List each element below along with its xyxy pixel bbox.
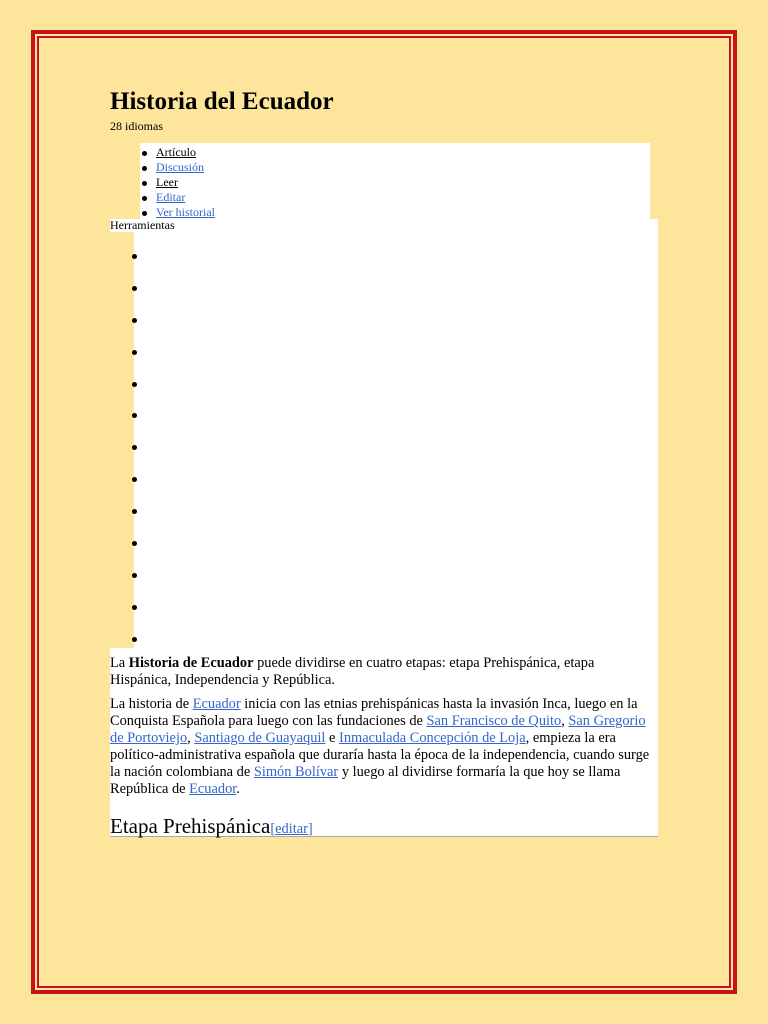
link-portoviejo[interactable]: San Gregorio de Portoviejo	[110, 713, 646, 746]
edit-bracket: ]	[307, 821, 313, 837]
tab-history[interactable]: Ver historial	[156, 205, 215, 219]
tools-list	[110, 235, 150, 650]
page-tabs	[140, 143, 650, 219]
tab-article[interactable]: Artículo	[156, 145, 196, 159]
history-paragraph	[110, 696, 658, 798]
paragraph-text: y luego al dividirse formaría la que hoy se llama República de	[110, 764, 621, 797]
language-selector[interactable]: 28 idiomas	[110, 119, 163, 133]
tools-list-item	[110, 522, 150, 554]
paragraph-text: , empieza la era político-administrativa española que duraría hasta la época de la independencia, cuando surge la nación colombiana de	[110, 730, 650, 780]
tools-list-item	[110, 458, 150, 490]
link-ecuador[interactable]: Ecuador	[189, 781, 237, 797]
section-heading	[110, 813, 313, 842]
tools-list-item	[110, 331, 150, 363]
tools-list-item	[110, 426, 150, 458]
paragraph-text: .	[236, 781, 240, 797]
tab-edit[interactable]: Editar	[156, 190, 186, 204]
tools-label[interactable]: Herramientas	[110, 218, 175, 232]
tools-list-item	[110, 235, 150, 267]
tools-list-item	[110, 267, 150, 299]
tools-list-item	[110, 490, 150, 522]
paragraph-text: ,	[561, 713, 569, 729]
link-guayaquil[interactable]: Santiago de Guayaquil	[194, 730, 326, 746]
tools-list-item	[110, 394, 150, 426]
paragraph-text: e	[325, 730, 340, 746]
tab-item	[140, 145, 215, 160]
edit-bracket: [	[270, 821, 276, 837]
link-loja[interactable]: Inmaculada Concepción de Loja	[339, 730, 526, 746]
page-title: Historia del Ecuador	[110, 88, 334, 115]
tools-list-item	[110, 618, 150, 650]
tab-read[interactable]: Leer	[156, 175, 178, 189]
link-bolivar[interactable]: Simón Bolívar	[253, 764, 339, 780]
section-title: Etapa Prehispánica	[110, 814, 271, 838]
intro-paragraph	[110, 655, 658, 689]
link-ecuador[interactable]: Ecuador	[192, 696, 241, 712]
tools-list-item	[110, 299, 150, 331]
tab-item	[140, 160, 215, 175]
intro-text: La	[110, 655, 129, 671]
tools-list-item	[110, 554, 150, 586]
tab-item	[140, 175, 215, 190]
paragraph-text: inicia con las etnias prehispánicas hasta la invasión Inca, luego en la Conquista Española para luego con las fundaciones de	[110, 696, 638, 729]
intro-bold-term: Historia de Ecuador	[128, 655, 254, 671]
edit-section-link[interactable]: editar	[275, 821, 308, 837]
section-edit	[270, 821, 312, 837]
intro-text: puede dividirse en cuatro etapas: etapa Prehispánica, etapa Hispánica, Independencia y República.	[110, 655, 595, 688]
tools-list-item	[110, 363, 150, 395]
tab-discussion[interactable]: Discusión	[156, 160, 204, 174]
tools-list-item	[110, 586, 150, 618]
tab-list	[140, 145, 215, 220]
paragraph-text: ,	[187, 730, 195, 746]
paragraph-text: La historia de	[110, 696, 193, 712]
link-quito[interactable]: San Francisco de Quito	[426, 713, 562, 729]
tab-item	[140, 190, 215, 205]
